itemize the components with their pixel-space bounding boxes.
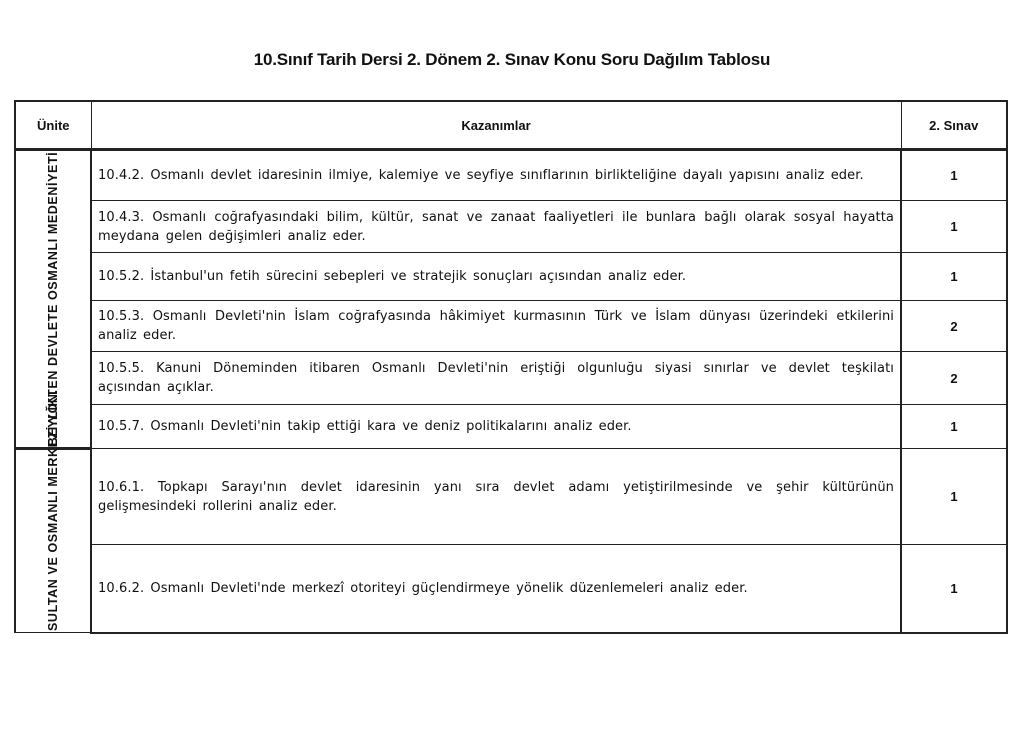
outcome-cell: 10.5.5. Kanuni Döneminden itibaren Osmanlı Devleti'nin eriştiği olgunluğu siyasi sınırlar ve devlet teşkilatı açısından açıklar. [91,352,901,405]
header-exam: 2. Sınav [901,101,1007,150]
unit-label: SULTAN VE OSMANLI MERKEZİ YÖN. [46,389,60,631]
table-row [15,150,1007,201]
question-distribution-table [14,100,1008,634]
exam-count-cell: 1 [901,201,1007,253]
table-row [15,545,1007,633]
unit-cell-2 [15,389,91,633]
exam-count-cell: 1 [901,405,1007,449]
outcome-cell: 10.4.2. Osmanlı devlet idaresinin ilmiye, kalemiye ve seyfiye sınıflarının birlikteliğine dayalı yapısını analiz eder. [91,150,901,201]
outcome-cell: 10.5.7. Osmanlı Devleti'nin takip ettiği kara ve deniz politikalarını analiz eder. [91,405,901,449]
exam-count-cell: 2 [901,301,1007,352]
table-row [15,352,1007,405]
exam-count-cell: 1 [901,253,1007,301]
exam-count-cell: 1 [901,545,1007,633]
outcome-cell: 10.6.2. Osmanlı Devleti'nde merkezî otoriteyi güçlendirmeye yönelik düzenlemeleri analiz eder. [91,545,901,633]
table-row [15,301,1007,352]
exam-count-cell: 1 [901,449,1007,545]
outcome-cell: 10.5.2. İstanbul'un fetih sürecini sebepleri ve stratejik sonuçları açısından analiz eder. [91,253,901,301]
outcome-cell: 10.6.1. Topkapı Sarayı'nın devlet idaresinin yanı sıra devlet adamı yetiştirilmesinde ve şehir kültürünün gelişmesindeki rollerini analiz eder. [91,449,901,545]
header-unit: Ünite [15,101,91,150]
outcome-cell: 10.5.3. Osmanlı Devleti'nin İslam coğrafyasında hâkimiyet kurmasının Türk ve İslam dünyası üzerindeki etkilerini analiz eder. [91,301,901,352]
table-row [15,201,1007,253]
exam-count-cell: 1 [901,150,1007,201]
table-row [15,405,1007,449]
unit-label: BEYLİKTEN DEVLETE OSMANLI MEDENİYETİ [46,151,60,447]
table-header-row [15,101,1007,150]
exam-count-cell: 2 [901,352,1007,405]
table-row [15,449,1007,545]
table-row [15,253,1007,301]
header-outcomes: Kazanımlar [91,101,901,150]
outcome-cell: 10.4.3. Osmanlı coğrafyasındaki bilim, kültür, sanat ve zanaat faaliyetleri ile bunlara bağlı olarak sosyal hayatta meydana gelen değişimleri analiz eder. [91,201,901,253]
document-title: 10.Sınıf Tarih Dersi 2. Dönem 2. Sınav Konu Soru Dağılım Tablosu [253,50,771,69]
